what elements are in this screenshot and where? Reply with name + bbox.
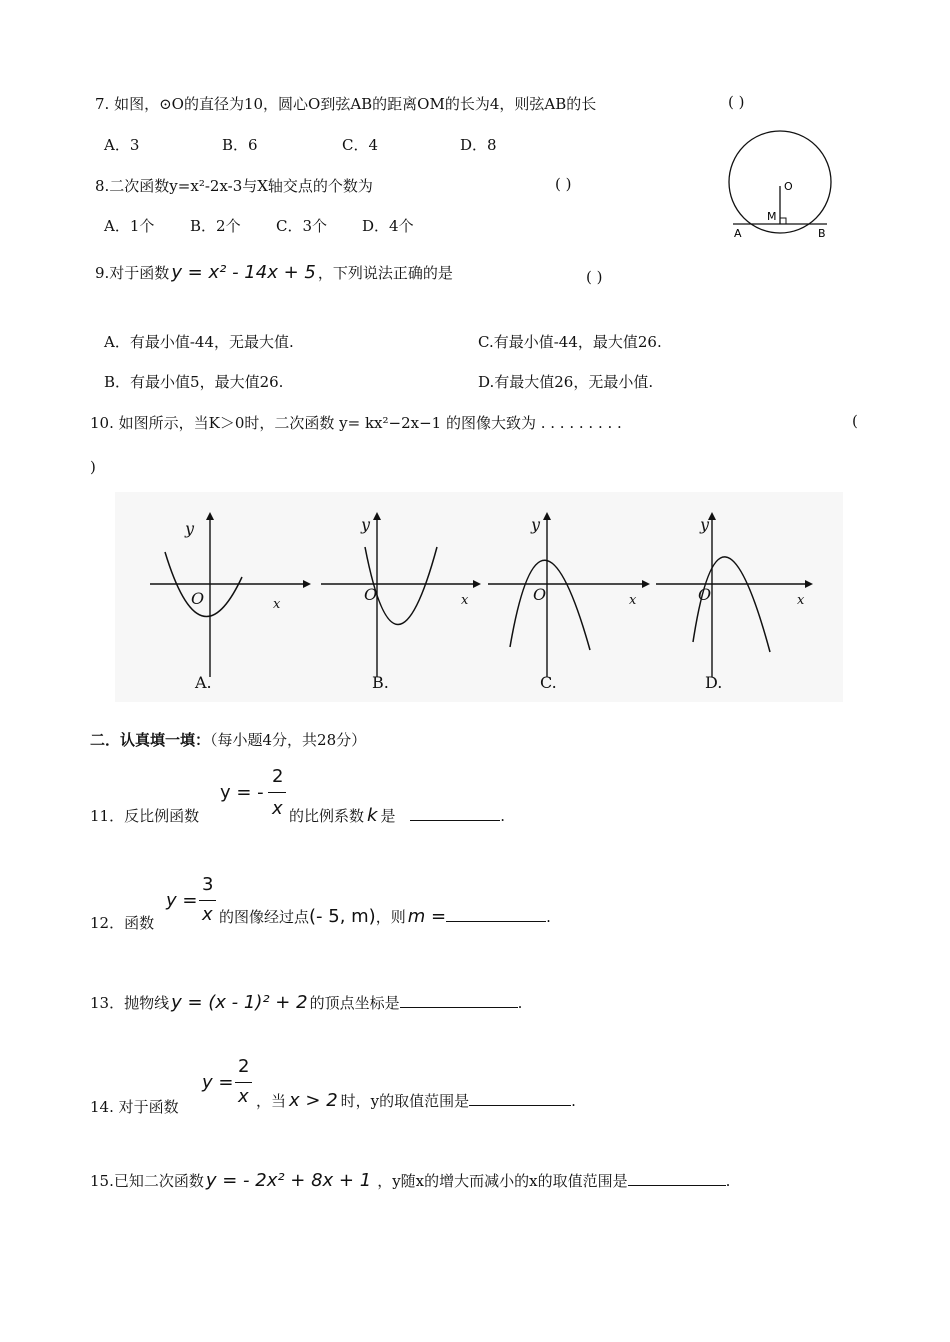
graph-c-origin: O	[533, 585, 547, 604]
graph-a-label: A.	[195, 673, 212, 692]
q15-formula: y = - 2x² + 8x + 1	[205, 1170, 372, 1191]
graph-b-origin: O	[364, 585, 378, 604]
q15-line	[90, 1170, 730, 1191]
q14-end: .	[571, 1092, 576, 1110]
circle-label-b: B	[818, 227, 826, 240]
q8-option-c: C．3个	[276, 217, 328, 235]
q15-end: .	[725, 1172, 731, 1190]
q12-num: 3	[202, 874, 214, 895]
q7-option-b: B．6	[222, 136, 258, 154]
q12-den: x	[202, 904, 213, 925]
graph-a-origin: O	[191, 589, 205, 608]
graph-c-label: C.	[540, 673, 557, 692]
q8-option-b: B．2个	[190, 217, 241, 235]
q14-prefix: 14. 对于函数	[90, 1098, 179, 1116]
q11-var: k	[367, 805, 378, 826]
q14-lhs: y =	[202, 1072, 234, 1093]
graph-b-y: y	[361, 515, 371, 534]
q11-rest	[289, 805, 505, 826]
q7-option-a: A．3	[104, 136, 140, 154]
q15-suffix: ，y随x的增大而减小的x的取值范围是	[377, 1172, 628, 1190]
q11-num: 2	[272, 766, 284, 787]
q8-option-a: A．1个	[104, 217, 155, 235]
q9-option-a: A．有最小值-44，无最大值.	[104, 333, 294, 351]
q11-blank[interactable]	[410, 806, 500, 821]
q12-mid: 的图像经过点	[219, 908, 310, 926]
q11-den: x	[272, 798, 283, 819]
q12-prefix: 12．函数	[90, 914, 155, 932]
q14-den: x	[238, 1086, 249, 1107]
q14-mid: ，当	[256, 1092, 287, 1110]
q11-mid: 的比例系数	[289, 807, 365, 825]
q11-suffix: 是	[380, 807, 396, 825]
q9-prefix: 9.对于函数	[95, 264, 170, 282]
q12-end: .	[546, 908, 551, 926]
q12-rest	[219, 906, 551, 927]
q8-paren: ( )	[555, 175, 572, 193]
q12-blank[interactable]	[446, 907, 546, 922]
q14-num: 2	[238, 1056, 250, 1077]
q14-suffix: 时，y的取值范围是	[340, 1092, 470, 1110]
q13-formula: y = (x - 1)² + 2	[171, 992, 308, 1013]
q12-then: ，则	[375, 908, 406, 926]
q11-prefix: 11．反比例函数	[90, 807, 200, 825]
q9-formula: y = x² - 14x + 5	[171, 262, 316, 283]
section2-note: （每小题4分，共28分）	[210, 731, 367, 749]
q12-frac-bar	[199, 900, 216, 901]
q14-frac-bar	[235, 1082, 252, 1083]
q9-suffix: ，下列说法正确的是	[317, 264, 453, 282]
q12-lhs: y =	[166, 890, 198, 911]
circle-figure	[720, 130, 850, 245]
q15-blank[interactable]	[628, 1171, 726, 1186]
q9-paren: ( )	[586, 268, 603, 286]
q11-lhs: y = -	[220, 782, 264, 803]
q13-blank[interactable]	[400, 993, 518, 1008]
q10-paren-close: )	[90, 458, 96, 476]
q9-option-d: D.有最大值26，无最小值.	[478, 373, 654, 391]
graph-d-origin: O	[698, 585, 712, 604]
q13-line	[90, 992, 522, 1013]
q13-prefix: 13．抛物线	[90, 994, 170, 1012]
q10-text: 10. 如图所示，当K＞0时，二次函数 y= kx²−2x−1 的图像大致为 . . . . . . . . .	[90, 414, 622, 432]
q10-graphs	[115, 492, 843, 702]
circle-label-a: A	[734, 227, 742, 240]
q7-text: 7. 如图，⊙O的直径为10，圆心O到弦AB的距离OM的长为4，则弦AB的长	[95, 95, 597, 113]
q14-cond: x > 2	[289, 1090, 338, 1111]
graph-d-y: y	[700, 515, 710, 534]
graph-c-y: y	[531, 515, 541, 534]
q7-option-c: C．4	[342, 136, 379, 154]
q7-paren: ( )	[728, 93, 745, 111]
q13-end: .	[517, 994, 523, 1012]
q7-option-d: D．8	[460, 136, 497, 154]
q11-end: .	[500, 807, 506, 825]
graph-d-label: D.	[705, 673, 723, 692]
q15-prefix: 15.已知二次函数	[90, 1172, 204, 1190]
section2-title: 二．认真填一填：	[90, 731, 211, 749]
q9-option-c: C.有最小值-44，最大值26.	[478, 333, 662, 351]
q10-paren-open: (	[852, 412, 858, 430]
graph-c-x: x	[629, 593, 637, 608]
graph-a-y: y	[185, 519, 195, 538]
graph-b-x: x	[461, 593, 469, 608]
graph-b-label: B.	[372, 673, 389, 692]
q8-option-d: D．4个	[362, 217, 414, 235]
circle-label-o: O	[784, 180, 793, 193]
q13-suffix: 的顶点坐标是	[309, 994, 400, 1012]
q14-rest	[256, 1090, 576, 1111]
q12-var: m =	[407, 906, 447, 927]
q9-line	[95, 262, 453, 283]
q9-option-b: B．有最小值5，最大值26.	[104, 373, 284, 391]
q12-point: (- 5, m)	[309, 906, 376, 927]
graph-d-x: x	[797, 593, 805, 608]
section2-heading	[90, 729, 366, 750]
q14-blank[interactable]	[469, 1091, 571, 1106]
circle-label-m: M	[767, 210, 777, 223]
q11-frac-bar	[268, 792, 286, 793]
graph-a-x: x	[273, 597, 281, 612]
q8-text: 8.二次函数y=x²-2x-3与X轴交点的个数为	[95, 177, 373, 195]
